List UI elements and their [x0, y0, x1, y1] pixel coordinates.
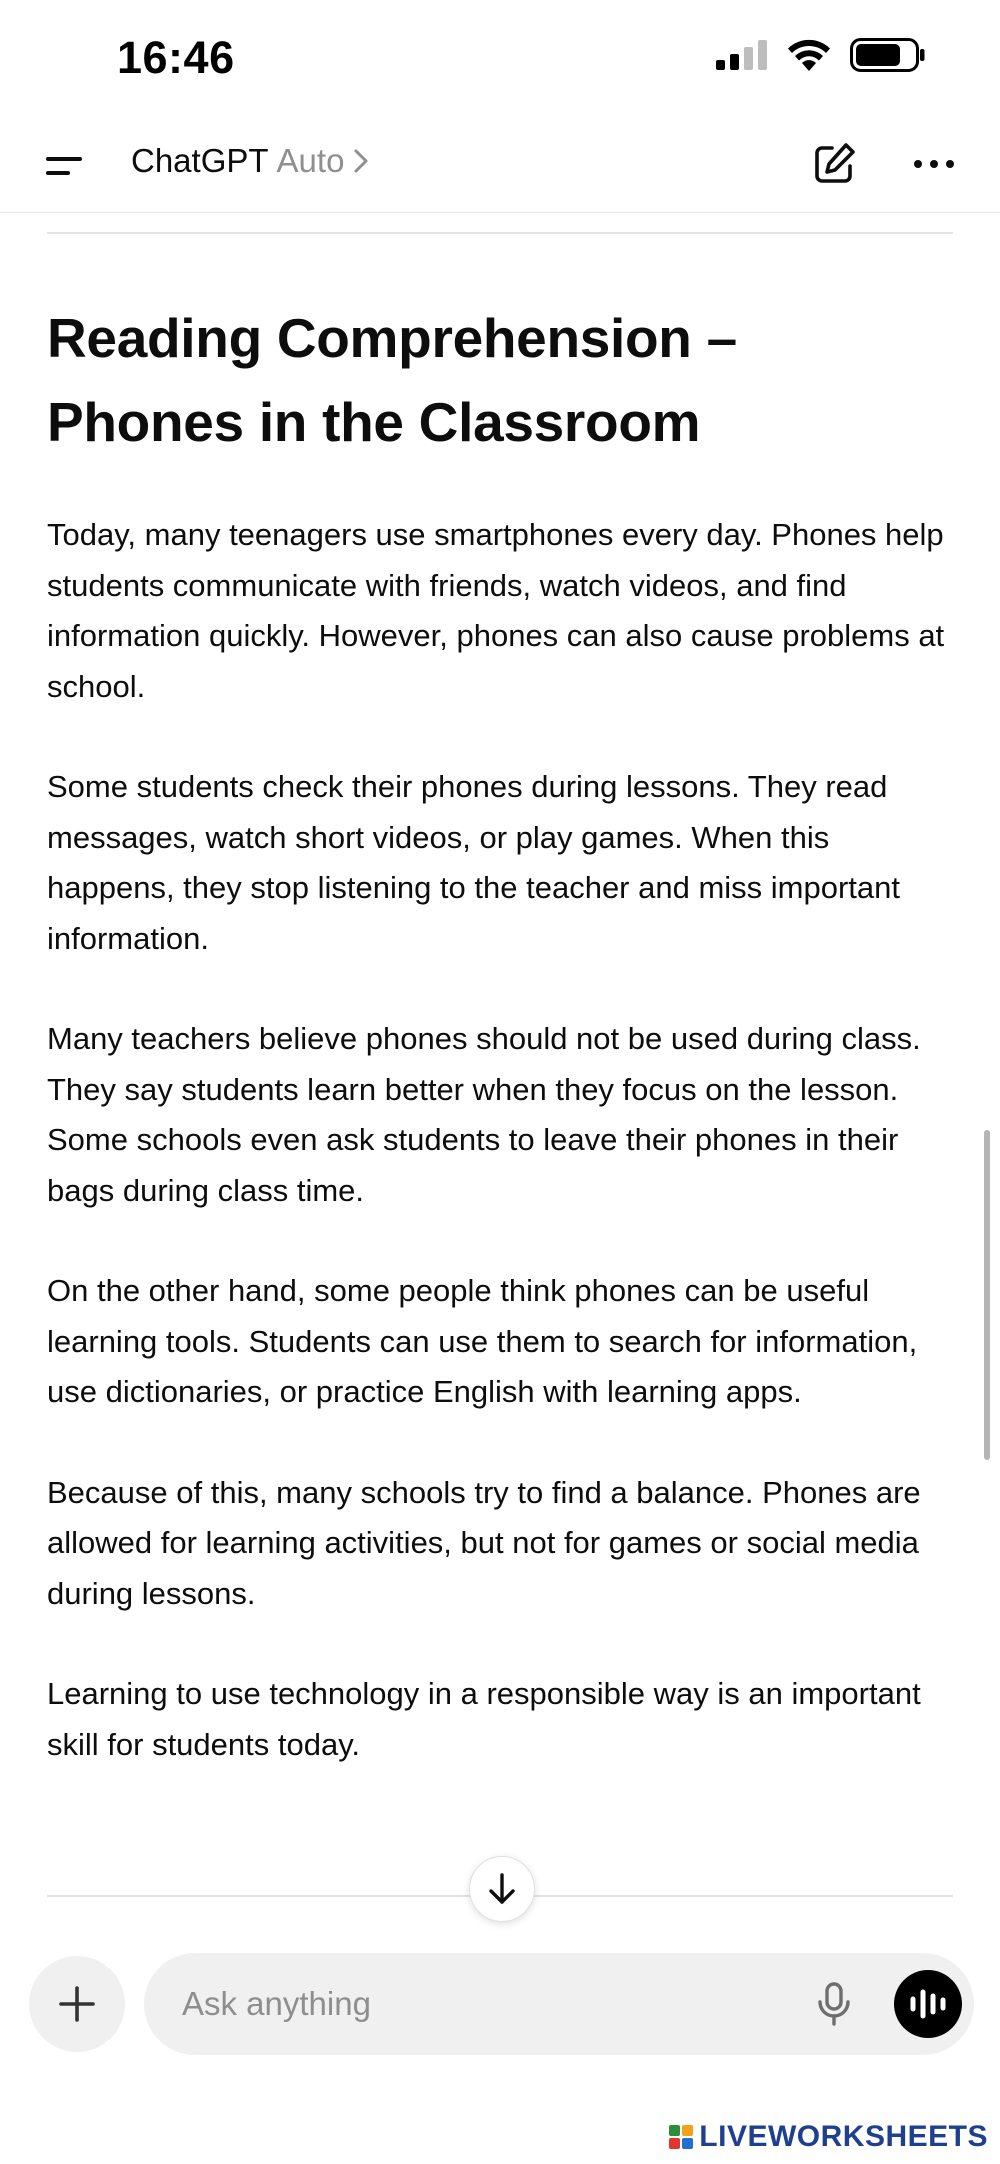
status-bar: [0, 0, 1000, 120]
scroll-to-bottom-button[interactable]: [469, 1856, 535, 1922]
paragraph: Because of this, many schools try to find a balance. Phones are allowed for learning activities, but not for games or social media during lessons.: [47, 1474, 921, 1611]
more-options-icon: [910, 140, 958, 188]
model-name: Auto: [276, 142, 345, 179]
divider: [47, 232, 953, 234]
status-time: 16:46: [117, 32, 235, 83]
watermark-text: LIVEWORKSHEETS: [699, 2120, 988, 2153]
plus-icon: [57, 1984, 97, 2024]
article-title-line1: Reading Comprehension –: [47, 307, 737, 369]
wifi-icon: [786, 38, 832, 72]
liveworksheets-logo-icon: [669, 2125, 693, 2149]
liveworksheets-watermark: [669, 2120, 988, 2154]
model-selector[interactable]: [131, 142, 370, 180]
composer: [144, 1953, 974, 2055]
microphone-icon: [810, 1980, 858, 2028]
cellular-signal-icon: [716, 40, 768, 70]
app-name: ChatGPT: [131, 142, 269, 179]
article-title-line2: Phones in the Classroom: [47, 391, 701, 453]
app-header: [0, 120, 1000, 213]
paragraph: Many teachers believe phones should not be used during class. They say students learn better when they focus on the lesson. Some schools even ask students to leave their phones in their bags during class time.: [47, 1021, 921, 1208]
new-chat-button[interactable]: [810, 140, 858, 188]
voice-mode-button[interactable]: [894, 1970, 962, 2038]
more-options-button[interactable]: [910, 140, 958, 188]
sidebar-menu-button[interactable]: [44, 144, 92, 188]
paragraph: Some students check their phones during lessons. They read messages, watch short videos, or play games. When this happens, they stop listening to the teacher and miss important information.: [47, 769, 900, 956]
message-input[interactable]: [182, 1953, 742, 2055]
paragraph: Today, many teenagers use smartphones every day. Phones help students communicate with friends, watch videos, and find information quickly. However, phones can also cause problems at school.: [47, 517, 945, 704]
attach-button[interactable]: [29, 1956, 125, 2052]
scrollbar[interactable]: [984, 1130, 990, 1460]
paragraph: Learning to use technology in a responsible way is an important skill for students today.: [47, 1676, 921, 1762]
battery-icon: [850, 38, 926, 72]
status-icons: [716, 38, 926, 72]
assistant-message: [47, 296, 959, 1820]
article-title: [47, 296, 959, 464]
chevron-right-icon: [352, 146, 370, 176]
article-body: [47, 510, 959, 1770]
new-chat-icon: [810, 140, 858, 188]
dictate-button[interactable]: [810, 1980, 858, 2028]
sidebar-menu-icon: [44, 144, 92, 188]
voice-mode-icon: [908, 1986, 948, 2022]
paragraph: On the other hand, some people think phones can be useful learning tools. Students can use them to search for information, use dictionaries, or practice English with learning apps.: [47, 1273, 918, 1409]
arrow-down-icon: [487, 1872, 517, 1906]
